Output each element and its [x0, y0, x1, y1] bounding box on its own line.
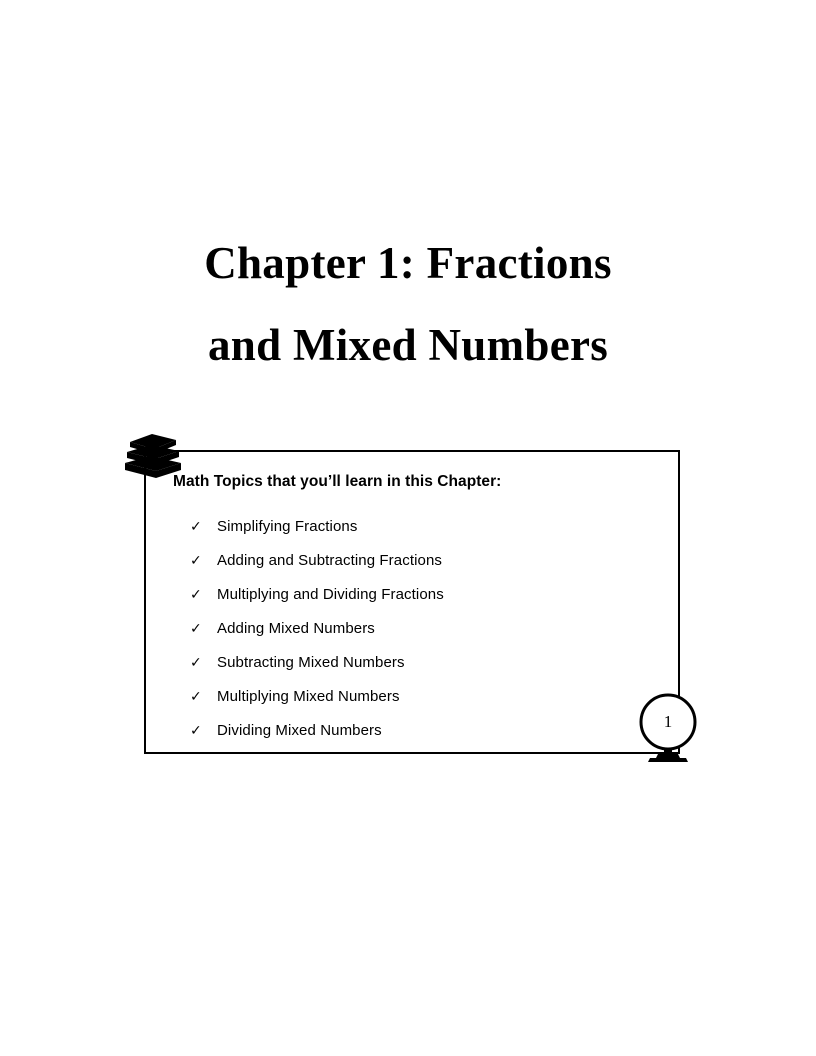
list-item-label: Adding Mixed Numbers [217, 620, 375, 637]
stack-of-books-icon [122, 430, 184, 482]
check-icon: ✓ [190, 655, 202, 671]
list-item-label: Adding and Subtracting Fractions [217, 552, 442, 569]
list-item-label: Simplifying Fractions [217, 518, 358, 535]
list-item-label: Multiplying and Dividing Fractions [217, 586, 444, 603]
list-item [190, 612, 660, 646]
list-item [190, 646, 660, 680]
check-icon: ✓ [190, 519, 202, 535]
check-icon: ✓ [190, 553, 202, 569]
list-item-label: Subtracting Mixed Numbers [217, 654, 405, 671]
page-title-line-1: Chapter 1: Fractions [204, 238, 612, 288]
list-item-label: Dividing Mixed Numbers [217, 722, 382, 739]
topics-list [190, 510, 660, 748]
topics-heading: Math Topics that you’ll learn in this Chapter: [173, 473, 502, 490]
check-icon: ✓ [190, 621, 202, 637]
list-item [190, 680, 660, 714]
page-title [0, 222, 816, 386]
page-title-line-2: and Mixed Numbers [207, 320, 609, 370]
list-item [190, 544, 660, 578]
check-icon: ✓ [190, 587, 202, 603]
check-icon: ✓ [190, 689, 202, 705]
list-item [190, 714, 660, 748]
page-number: 1 [663, 712, 673, 731]
list-item-label: Multiplying Mixed Numbers [217, 688, 400, 705]
list-item [190, 510, 660, 544]
check-icon: ✓ [190, 723, 202, 739]
list-item [190, 578, 660, 612]
